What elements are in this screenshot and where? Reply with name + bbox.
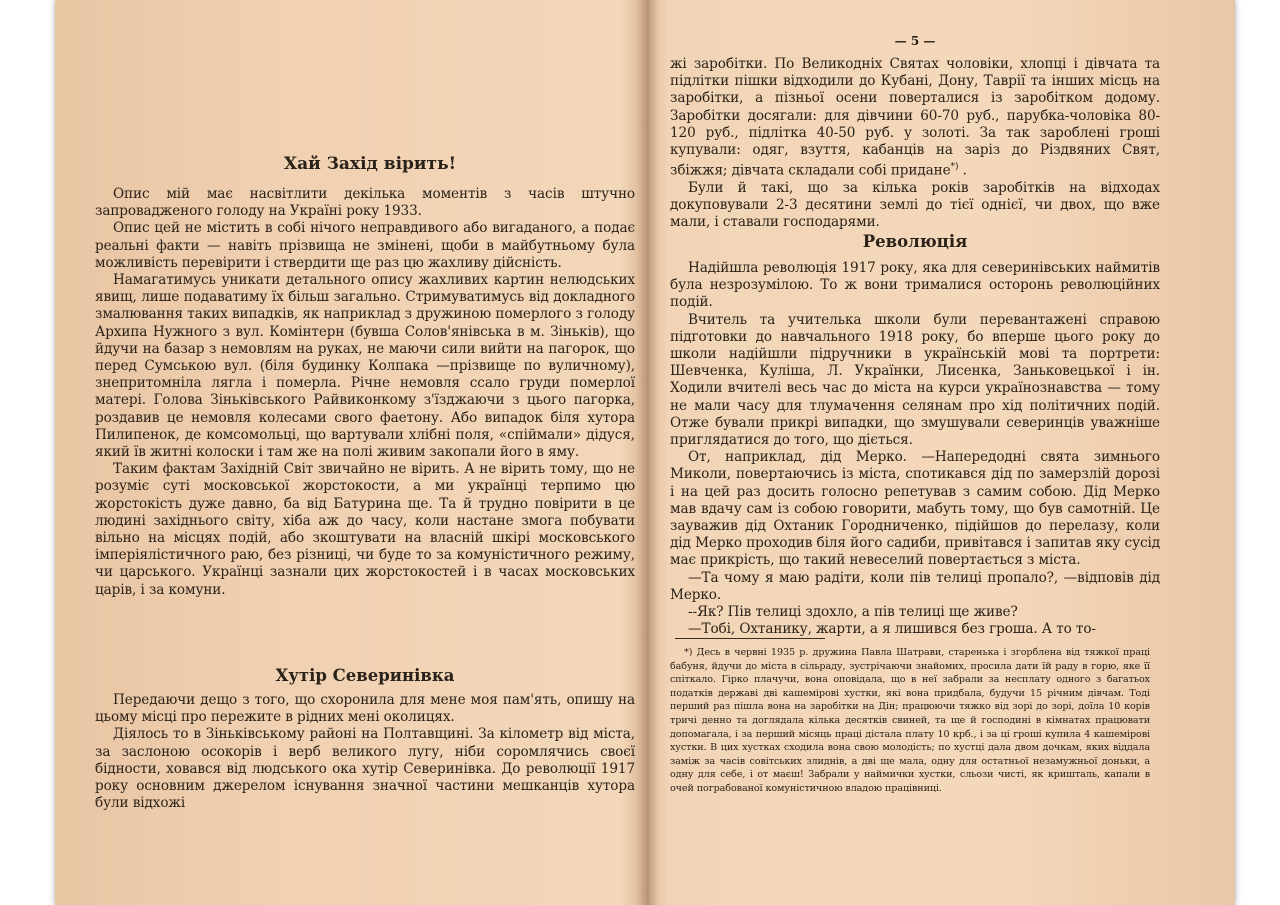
paragraph: Передаючи дещо з того, що схоронила для мене моя пам'ять, опишу на цьому місці про пережите в рідних мені околицях. bbox=[95, 692, 635, 726]
section-title-revolution: Революція bbox=[862, 232, 968, 251]
footnote-text: *) Десь в червні 1935 р. дружина Павла Шатрави, старенька і згорблена від тяжкої праці бабуня, йдучи до міста в сільраду, зустрічаючи знайомих, просила дати їй раду в горю, яке її спіткало. Гірко плачучи, вона оповідала, що в неї забрали за несплату одного з багатьох податків державі дві кашемірові хустки, які вона придбала, будучи 15 річним дівчам. Тоді перший раз пішла вона на заробітки на Дін; працюючи тяжко від зорі до зорі, доїла 10 корів тричі денно та доглядала кілька десятків свиней, та ще й господині в кімнатах працювати допомагала, і за перший місяць праці дістала плату 10 крб., і за ці гроші купила 4 кашемірові хустки. В цих хустках сходила вона свою молодість; по хустці дала двом дочкам, яких віддала заміж за часів совітських злиднів, а дві ще мала, одну для остатньої незамужньої доньки, а одну для себе, і от маєш! Забрали у наймички хустки, сльози чисті, як кришталь, капали в очей пограбованої комуністичною владою працівниці. bbox=[670, 647, 1150, 794]
footnote bbox=[670, 646, 1150, 796]
top-text bbox=[670, 56, 1160, 232]
footnote-divider bbox=[675, 638, 825, 639]
paragraph: От, наприклад, дід Мерко. —Напередодні свята зимнього Миколи, повертаючись із міста, спотикався дід по замерзлій дорозі і на цей раз досить голосно репетував з самим собою. Дід Мерко мав вдачу сам із собою говорити, мабуть тому, що був самотній. Це зауважив дід Охтаник Городниченко, підійшов до перелазу, коли дід Мерко проходив біля його садиби, привітався і запитав яку сусід має прикрість, що такий невеселий повертається з міста. bbox=[670, 449, 1160, 569]
footnote-marker: *) bbox=[950, 162, 959, 173]
paragraph: Опис цей не містить в собі нічого неправдивого або вигаданого, а подає реальні факти — навіть прізвища не змінені, щоби в майбутньому була можливість перевірити і ствердити ще раз цю жахливу дійсність. bbox=[95, 220, 635, 271]
paragraph: Намагатимусь уникати детального опису жахливих картин нелюдських явищ, лише подаватиму їх більш загально. Стримуватимусь від докладного змалювання таких випадків, як наприклад з дружиною померлого з голоду Архипа Нужного з вул. Комінтерн (бувша Солов'янівська в м. Зіньків), що йдучи на базар з немовлям на руках, не маючи сили вийти на пагорок, що перед Сумською вул. (біля будинку Колпака —прізвище по вуличному), знепритомніла лягла і померла. Річне немовля ссало груди померлої матері. Голова Зіньківського Райвиконкому з'їзджаючи з цього пагорка, роздавив це немовля колесами свого фаетону. Або випадок біля хутора Пилипенок, де комсомольці, що вартували хлібні поля, «спіймали» дідуся, який їв житні колоски і там же на полі живим закопали його в яму. bbox=[95, 272, 635, 461]
paragraph: Діялось то в Зіньківському районі на Полтавщині. За кілометр від міста, за заслоною осокорів і верб великого лугу, ніби соромлячись своєї бідности, ховався від людського ока хутір Северинівка. До революції 1917 року основним джерелом існування значної частини мешканців хутора були відхожі bbox=[95, 726, 635, 812]
paragraph: Були й такі, що за кілька років заробітків на відходах докуповували 2-3 десятини землі до тієї однієї, чи двох, що вже мали, і ставали господарями. bbox=[670, 179, 1160, 231]
right-page bbox=[670, 0, 1160, 905]
left-page bbox=[95, 0, 645, 905]
paragraph: Вчитель та учителька школи були перевантажені справою підготовки до навчального 1918 року, бо вперше цього року до школи надійшли підручники в українській мові та портрети: Шевченка, Куліша, Л. Українки, Лисенка, Заньковецької і ін. Ходили вчителі весь час до міста на курси українознавства — тому не мали часу для тлумачення селянам про хід політичних подій. Отже бували прикрі випадки, що змушували северинців уважніше приглядатися до того, що діється. bbox=[670, 311, 1160, 449]
paragraph: --Як? Пів телиці здохло, а пів телиці ще живе? bbox=[688, 604, 1018, 621]
article-title: Хай Захід вірить! bbox=[283, 154, 457, 174]
revolution-text bbox=[670, 260, 1160, 638]
paragraph: жі заробітки. По Великодніх Святах чоловіки, хлопці і дівчата та підлітки пішки відходили до Кубані, Дону, Таврії та інших місць на заробітки, а пізньої осени поверталися із заробітком додому. Заробітки досягали: для дівчини 60-70 руб., парубка-чоловіка 80-120 руб., підлітка 40-50 руб. у золоті. За так зароблені гроші купували: одяг, взуття, кабанців на заріз до Різдвяних Свят, збіжжя; дівчата складали собі придане*) . bbox=[670, 56, 1160, 179]
page-number: — 5 — bbox=[894, 34, 936, 48]
paragraph: —Та чому я маю радіти, коли пів телиці пропало?, —відповів дід Мерко. bbox=[670, 569, 1160, 603]
paragraph-text: жі заробітки. По Великодніх Святах чоловіки, хлопці і дівчата та підлітки пішки відходили до Кубані, Дону, Таврії та інших місць на заробітки, а пізньої осени поверталися із заробітком додому. Заробітки досягали: для дівчини 60-70 руб., парубка-чоловіка 80-120 руб., підлітка 40-50 руб. у золоті. За так зароблені гроші купували: одяг, взуття, кабанців на заріз до Різдвяних Свят, збіжжя; дівчата складали собі придане bbox=[670, 56, 1160, 179]
paragraph: Таким фактам Західній Світ звичайно не вірить. А не вірить тому, що не розуміє суті московської жорстокости, а ми українці терпимо цю жорстокість дуже давно, ба від Батурина ще. Та й трудно повірити в це людині західнього світу, хіба аж до часу, коли настане змога побувати вільно на місцях подій, або зкоштувати на власній шкірі московського імперіялістичного раю, без різниці, чи буде то за комуністичного режиму, чи царського. Українці зазнали цих жорстокостей і в часах московських царів, і за комуни. bbox=[95, 461, 635, 598]
section-title-khutir: Хутір Северинівка bbox=[275, 666, 455, 685]
paragraph: Опис мій має насвітлити декілька моментів з часів штучно запровадженого голоду на Україні року 1933. bbox=[95, 186, 635, 220]
section-text bbox=[95, 692, 635, 812]
paragraph: —Тобі, Охтанику, жарти, а я лишився без гроша. А то то- bbox=[688, 621, 1096, 638]
intro-text bbox=[95, 186, 635, 599]
paragraph: Надійшла революція 1917 року, яка для северинівських наймитів була незрозумілою. То ж вони трималися осторонь революційних подій. bbox=[670, 260, 1160, 311]
